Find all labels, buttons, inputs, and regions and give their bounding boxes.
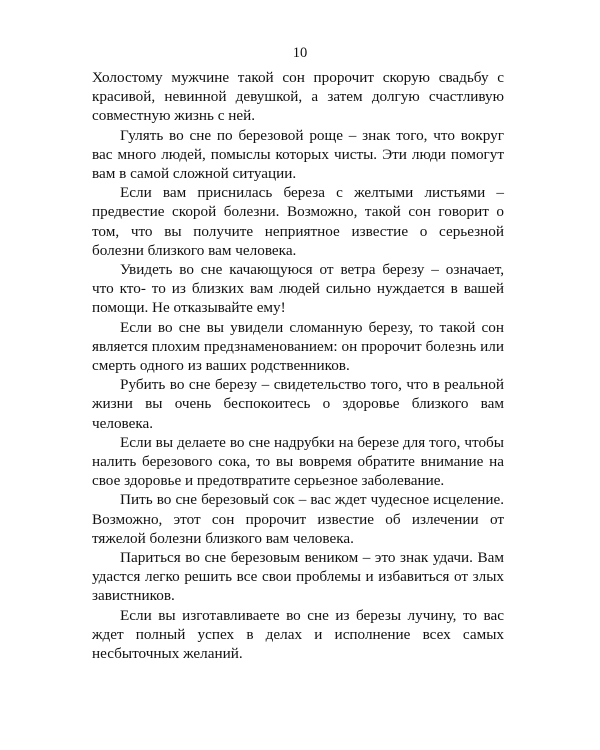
paragraph: Если вы изготавливаете во сне из березы лучину, то вас ждет полный успех в делах и исполнение всех самых несбыточных желаний.: [92, 606, 504, 663]
paragraph: Если вы делаете во сне надрубки на березе для того, чтобы налить березового сока, то вы вовремя обратите внимание на свое здоровье и предотвратите серьезное заболевание.: [92, 433, 504, 490]
paragraph: Если во сне вы увидели сломанную березу, то такой сон является плохим предзнаменованием: он пророчит болезнь или смерть одного из ваших родственников.: [92, 318, 504, 375]
paragraph: Париться во сне березовым веником – это знак удачи. Вам удастся легко решить все свои проблемы и избавиться от злых завистников.: [92, 549, 504, 605]
paragraph: Рубить во сне березу – свидетельство того, что в реальной жизни вы очень беспокоитесь о здоровье близкого вам человека.: [92, 376, 504, 432]
paragraph: Гулять во сне по березовой роще – знак того, что вокруг вас много людей, помыслы которых чисты. Эти люди помогут вам в самой сложной ситуации.: [92, 126, 504, 183]
body-text: [92, 68, 504, 663]
paragraph: Пить во сне березовый сок – вас ждет чудесное исцеление. Возможно, этот сон пророчит известие об излечении от тяжелой болезни близкого вам человека.: [92, 491, 504, 547]
paragraph: Холостому мужчине такой сон пророчит скорую свадьбу с красивой, невинной девушкой, а затем долгую счастливую совместную жизнь с ней.: [92, 69, 504, 125]
page-number: 10: [292, 45, 308, 61]
paragraph: Если вам приснилась береза с желтыми листьями – предвестие скорой болезни. Возможно, такой сон говорит о том, что вы получите неприятное известие о серьезной болезни близкого вам человека.: [92, 184, 504, 259]
paragraph: Увидеть во сне качающуюся от ветра березу – означает, что кто- то из близких вам людей сильно нуждается в вашей помощи. Не отказывайте ему!: [92, 261, 504, 317]
